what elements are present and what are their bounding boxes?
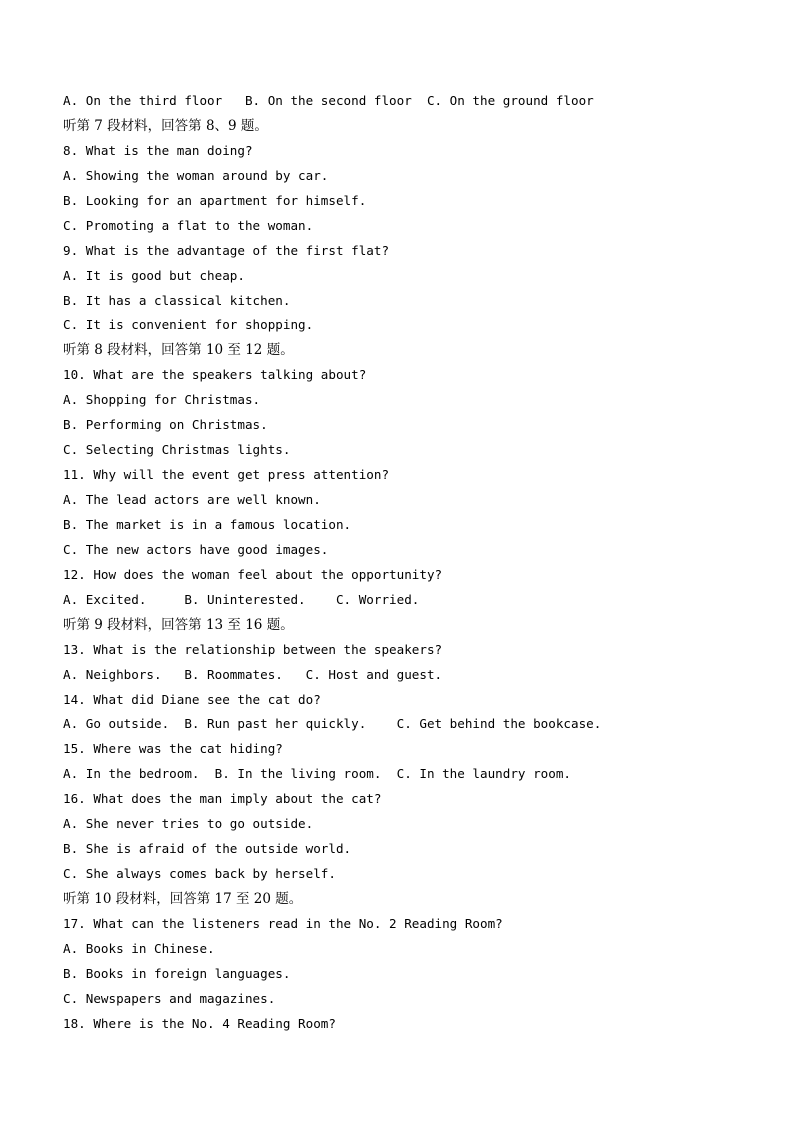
document-body [63, 89, 763, 1037]
section-heading: 听第 9 段材料，回答第 13 至 16 题。 [63, 616, 294, 633]
question-text: 16. What does the man imply about the cat? [63, 791, 382, 807]
answer-option: A. On the third floor B. On the second floor C. On the ground floor [63, 93, 594, 108]
answer-option: C. Promoting a flat to the woman. [63, 217, 314, 233]
answer-option: C. Selecting Christmas lights. [63, 442, 291, 458]
answer-option: B. She is afraid of the outside world. [63, 841, 352, 857]
answer-option: A. Shopping for Christmas. [63, 392, 261, 408]
answer-option: C. She always comes back by herself. [63, 866, 336, 882]
answer-option: B. Books in foreign languages. [63, 965, 291, 981]
answer-option: B. It has a classical kitchen. [63, 292, 291, 308]
question-text: 8. What is the man doing? [63, 142, 253, 158]
answer-option: A. Go outside. B. Run past her quickly. C. Get behind the bookcase. [63, 716, 602, 732]
answer-option: B. Looking for an apartment for himself. [63, 192, 367, 208]
question-text: 17. What can the listeners read in the No. 2 Reading Room? [63, 915, 503, 931]
answer-option: B. The market is in a famous location. [63, 516, 352, 532]
section-heading: 听第 10 段材料，回答第 17 至 20 题。 [63, 891, 303, 907]
question-text: 14. What did Diane see the cat do? [63, 691, 321, 707]
answer-option: A. Showing the woman around by car. [63, 167, 329, 183]
answer-option: A. Excited. B. Uninterested. C. Worried. [63, 591, 420, 607]
answer-option: A. It is good but cheap. [63, 267, 245, 283]
answer-option: A. She never tries to go outside. [63, 816, 314, 832]
answer-option: B. Performing on Christmas. [63, 417, 268, 433]
question-text: 11. Why will the event get press attention? [63, 467, 390, 483]
answer-option: C. The new actors have good images. [63, 541, 329, 557]
question-text: 18. Where is the No. 4 Reading Room? [63, 1015, 336, 1031]
question-text: 15. Where was the cat hiding? [63, 741, 283, 757]
answer-option: A. In the bedroom. B. In the living room. C. In the laundry room. [63, 766, 571, 782]
question-text: 10. What are the speakers talking about? [63, 367, 367, 383]
answer-option: A. Neighbors. B. Roommates. C. Host and guest. [63, 666, 443, 682]
section-heading: 听第 7 段材料，回答第 8、9 题。 [63, 117, 268, 134]
answer-option: C. Newspapers and magazines. [63, 990, 276, 1006]
answer-option: C. It is convenient for shopping. [63, 317, 314, 333]
answer-option: A. The lead actors are well known. [63, 492, 321, 507]
question-text: 12. How does the woman feel about the opportunity? [63, 566, 443, 582]
question-text: 13. What is the relationship between the speakers? [63, 641, 443, 657]
section-heading: 听第 8 段材料，回答第 10 至 12 题。 [63, 342, 294, 359]
answer-option: A. Books in Chinese. [63, 940, 215, 956]
question-text: 9. What is the advantage of the first flat? [63, 242, 390, 258]
